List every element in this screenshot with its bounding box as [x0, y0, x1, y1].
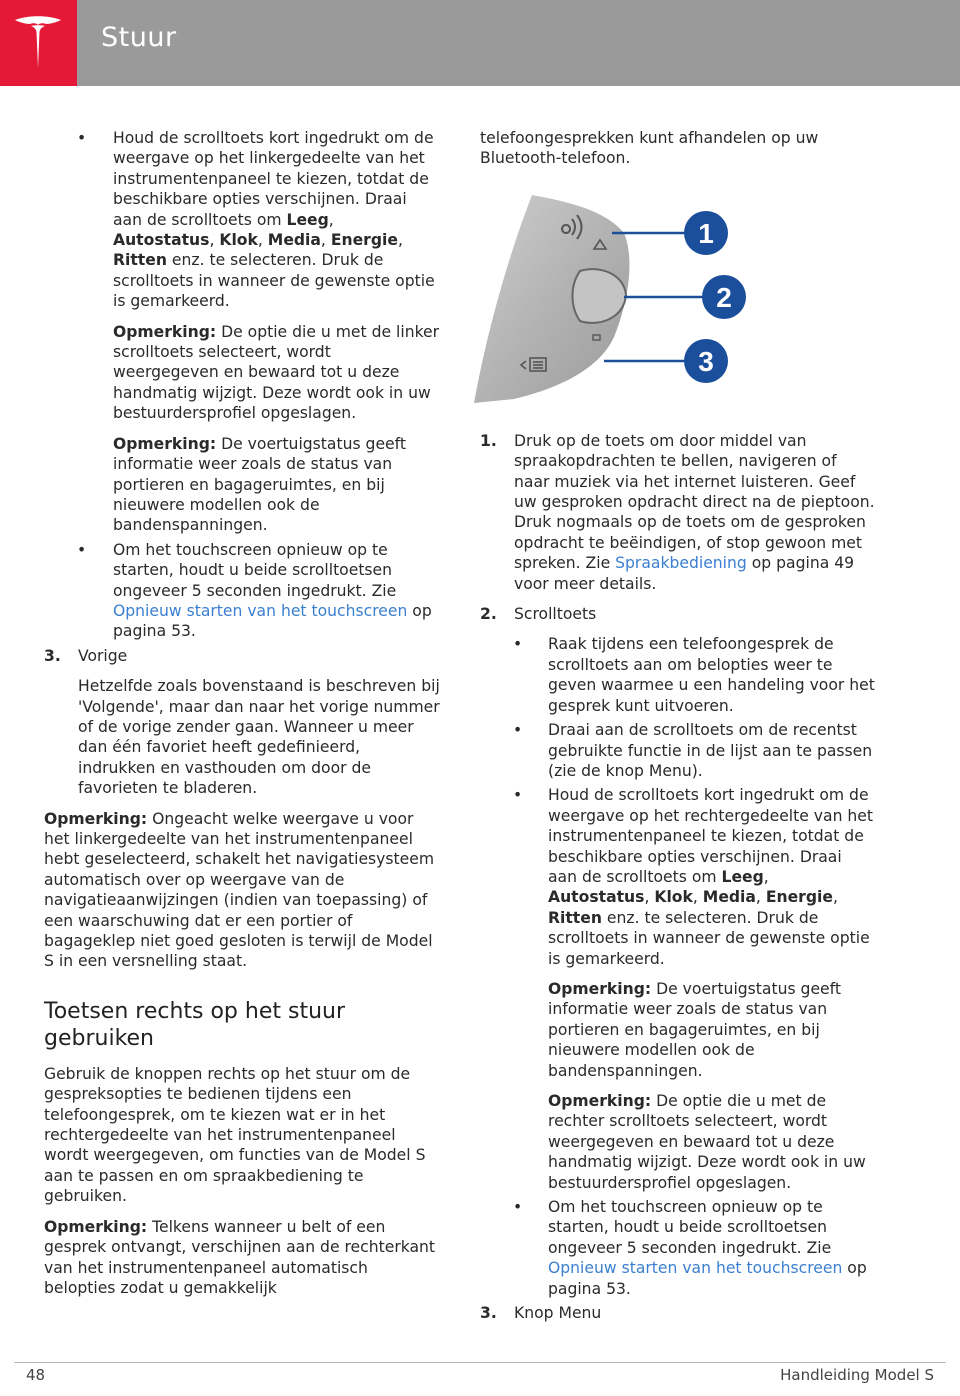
section-heading: Toetsen rechts op het stuur gebruiken [44, 998, 346, 1051]
paragraph: Om het touchscreen opnieuw op te starten, houdt u beide scrolltoetsen ongeveer 5 seconden ingedrukt. Zie Opnieuw starten van het touchscreen op pagina 53. [548, 1198, 867, 1298]
numbered-item [480, 1303, 875, 1323]
page-title: Stuur [101, 22, 177, 53]
callout-number-1: 1 [698, 217, 714, 249]
paragraph: Hetzelfde zoals bovenstaand is beschreven bij 'Volgende', maar dan naar het vorige nummer of de vorige zender gaan. Wanneer u meer dan één favoriet heeft gedefinieerd, indrukken en vasthouden om door de favorieten te bladeren. [78, 677, 440, 798]
steering-buttons-figure [474, 187, 774, 407]
item-number: 1. [480, 431, 497, 450]
bullet-marker: • [513, 721, 523, 740]
paragraph: Houd de scrolltoets kort ingedrukt om de weergave op het linkergedeelte van het instrumentenpaneel te kiezen, totdat de beschikbare opties verschijnen. Draai aan de scrolltoets om Leeg, Autostatus, Klok, Media, Energie, Ritten enz. te selecteren. Druk de scrolltoets in wanneer de gewenste optie is gemarkeerd. [113, 129, 435, 311]
list-item [480, 1197, 875, 1299]
footer-divider [14, 1362, 946, 1363]
cross-reference-link[interactable]: Spraakbediening [615, 554, 747, 573]
paragraph: Draai aan de scrolltoets om de recentst gebruikte functie in de lijst aan te passen (zie de knop Menu). [548, 721, 873, 780]
callout-number-3: 3 [698, 345, 714, 377]
tesla-logo-icon [13, 14, 63, 70]
list-item [44, 540, 440, 642]
item-number: 3. [480, 1304, 497, 1323]
numbered-item [480, 604, 875, 624]
note: Opmerking: De optie die u met de linker scrolltoets selecteert, wordt weergegeven en bewaard tot u deze handmatig wijzigt. Deze wordt ook in uw bestuurdersprofiel opgeslagen. [113, 322, 440, 423]
item-title: Scrolltoets [514, 605, 597, 624]
manual-title: Handleiding Model S [780, 1366, 934, 1384]
page-number: 48 [26, 1366, 46, 1384]
cross-reference-link[interactable]: Opnieuw starten van het touchscreen [548, 1259, 843, 1278]
item-title: Vorige [78, 646, 128, 665]
note: Opmerking: De optie die u met de rechter scrolltoets selecteert, wordt weergegeven en bewaard tot u deze handmatig wijzigt. Deze wordt ook in uw bestuurdersprofiel opgeslagen. [548, 1092, 866, 1192]
callout-number-2: 2 [716, 281, 732, 313]
list-item [44, 128, 440, 536]
brand-logo [0, 0, 77, 86]
numbered-item [480, 431, 875, 594]
bullet-marker: • [513, 635, 523, 654]
note: Opmerking: Telkens wanneer u belt of een gesprek ontvangt, verschijnen aan de rechterkant van het instrumentenpaneel automatisch belopties zodat u gemakkelijk [44, 1217, 436, 1297]
item-number: 3. [44, 646, 61, 665]
note: Opmerking: De voertuigstatus geeft informatie weer zoals de status van portieren en bagageruimtes, en bij nieuwere modellen ook de bandenspanningen. [548, 979, 841, 1080]
item-title: Knop Menu [514, 1304, 602, 1323]
bullet-marker: • [77, 540, 87, 559]
right-column [480, 128, 875, 1333]
paragraph: Gebruik de knoppen rechts op het stuur om de gespreksopties te bedienen tijdens een telefoongesprek, om te kiezen wat er in het rechtergedeelte van het instrumentenpaneel wordt weergegeven, om functies van de Model S aan te passen en om spraakbediening te gebruiken. [44, 1064, 426, 1206]
paragraph: Raak tijdens een telefoongesprek de scrolltoets aan om belopties weer te geven waarmee u een handeling voor het gesprek kunt uitvoeren. [548, 635, 875, 715]
page-header [0, 0, 960, 86]
note: Opmerking: De voertuigstatus geeft informatie weer zoals de status van portieren en bagageruimtes, en bij nieuwere modellen ook de bandenspanningen. [113, 434, 406, 535]
list-item [480, 634, 875, 716]
cross-reference-link[interactable]: Opnieuw starten van het touchscreen [113, 601, 408, 620]
item-number: 2. [480, 605, 497, 624]
paragraph: Houd de scrolltoets kort ingedrukt om de weergave op het rechtergedeelte van het instrumentenpaneel te kiezen, totdat de beschikbare opties verschijnen. Draai aan de scrolltoets om Leeg, Autostatus, Klok, Media, Energie, Ritten enz. te selecteren. Druk de scrolltoets in wanneer de gewenste optie is gemarkeerd. [548, 786, 874, 968]
bullet-marker: • [513, 1198, 523, 1217]
steering-right-buttons-diagram [474, 187, 774, 407]
list-item [480, 785, 875, 1193]
left-column [44, 128, 440, 1308]
paragraph: Druk op de toets om door middel van spraakopdrachten te bellen, navigeren of naar muziek via het internet luisteren. Geef uw gesproken opdracht direct na de pieptoon. Druk nogmaals op de toets om de gesproken opdracht te beëindigen, of stop gewoon met spreken. Zie Spraakbediening op pagina 49 voor meer details. [514, 431, 875, 593]
note: Opmerking: Ongeacht welke weergave u voor het linkergedeelte van het instrumentenpaneel hebt geselecteerd, schakelt het navigatiesysteem automatisch over op weergave van de navigatieaanwijzingen (indien van toepassing) of een waarschuwing dat er een portier of bagageklep niet goed gesloten is terwijl de Model S in een versnelling staat. [44, 809, 435, 971]
list-item [480, 720, 875, 781]
numbered-item [44, 646, 440, 799]
paragraph: telefoongesprekken kunt afhandelen op uw Bluetooth-telefoon. [480, 129, 819, 168]
bullet-marker: • [513, 786, 523, 805]
bullet-marker: • [77, 129, 87, 147]
paragraph: Om het touchscreen opnieuw op te starten, houdt u beide scrolltoetsen ongeveer 5 seconden ingedrukt. Zie Opnieuw starten van het touchscreen op pagina 53. [113, 540, 432, 641]
